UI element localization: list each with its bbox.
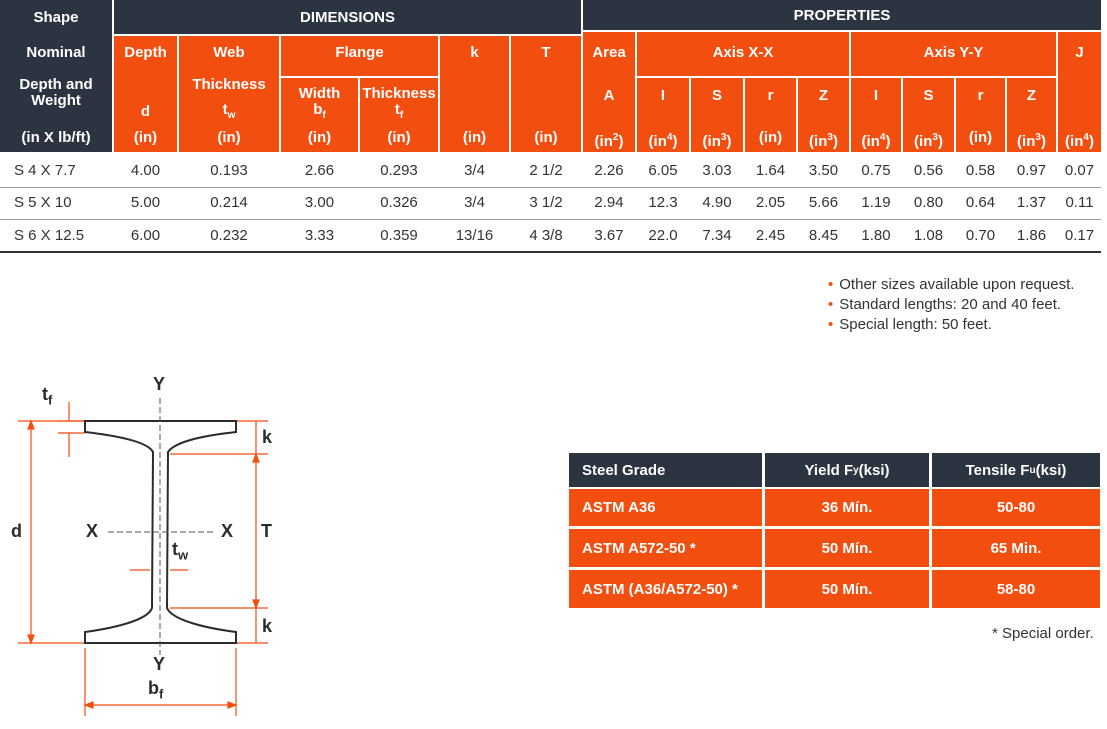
cell-rx: 2.05 bbox=[755, 194, 786, 211]
label-zx: Z bbox=[818, 87, 829, 104]
cell-j: 0.07 bbox=[1064, 162, 1095, 179]
cell-iy: 1.80 bbox=[861, 227, 891, 244]
cell-rx: 2.45 bbox=[755, 227, 786, 244]
cell-ix: 6.05 bbox=[648, 162, 678, 179]
label-ry: r bbox=[977, 87, 984, 104]
cell-depth: 4.00 bbox=[130, 162, 161, 179]
label-flange-width: Width bbox=[298, 85, 341, 102]
label-iy: I bbox=[873, 87, 879, 104]
grade-header-tensile: Tensile F u (ksi) bbox=[932, 453, 1100, 487]
cell-bf: 3.33 bbox=[304, 227, 335, 244]
cell-shape: S 5 X 10 bbox=[14, 194, 72, 211]
diagram-label-x-left: X bbox=[86, 521, 99, 541]
cell-zx: 8.45 bbox=[808, 227, 839, 244]
unit-j: $(in^4)$ bbox=[1065, 132, 1094, 150]
label-J: J bbox=[1075, 44, 1084, 61]
note-item: • Standard lengths: 20 and 40 feet. bbox=[828, 296, 1062, 313]
cell-T: 2 1/2 bbox=[529, 162, 563, 179]
cell-k: 3/4 bbox=[464, 194, 485, 211]
label-depth-symbol: d bbox=[140, 103, 151, 120]
cell-zx: 3.50 bbox=[808, 162, 839, 179]
grade-cell-name: ASTM (A36/A572-50) * bbox=[569, 570, 762, 608]
cell-rx: 1.64 bbox=[755, 162, 786, 179]
cell-A: 2.94 bbox=[594, 194, 624, 211]
header-properties: PROPERTIES bbox=[793, 6, 891, 24]
label-T-unit: (in) bbox=[534, 129, 558, 146]
label-flange: Flange bbox=[335, 44, 384, 61]
grade-cell-yield: 50 Mín. bbox=[765, 570, 929, 608]
label-T: T bbox=[541, 44, 551, 61]
label-weight: Weight bbox=[31, 92, 81, 109]
header-shape: Shape bbox=[33, 8, 79, 26]
dimension-lines bbox=[18, 402, 268, 716]
diagram-label-tw: $t_w$ bbox=[172, 539, 189, 563]
diagram-label-k-bottom: k bbox=[262, 616, 273, 636]
cell-A: 3.67 bbox=[594, 227, 624, 244]
diagram-label-bf: $b_f$ bbox=[148, 678, 164, 702]
cell-ix: 12.3 bbox=[648, 194, 678, 211]
cell-tw: 0.232 bbox=[210, 227, 248, 244]
unit-ry: (in) bbox=[968, 129, 993, 146]
header-properties-bg bbox=[583, 0, 1101, 30]
label-area-unit: $(in^2)$ bbox=[594, 132, 624, 150]
grade-cell-yield: 36 Mín. bbox=[765, 489, 929, 526]
grade-cell-name: ASTM A36 bbox=[569, 489, 762, 526]
label-sx: S bbox=[711, 87, 722, 104]
cell-sx: 3.03 bbox=[702, 162, 732, 179]
grade-header-steel-grade: Steel Grade bbox=[569, 453, 762, 487]
diagram-label-d: d bbox=[11, 521, 22, 541]
grade-cell-tensile: 65 Min. bbox=[932, 529, 1100, 567]
cell-zy: 1.37 bbox=[1016, 194, 1047, 211]
label-zy: Z bbox=[1026, 87, 1037, 104]
cell-tw: 0.193 bbox=[210, 162, 248, 179]
bullet-icon: • bbox=[828, 276, 834, 293]
cell-bf: 2.66 bbox=[304, 162, 335, 179]
label-web-thickness: Thickness bbox=[192, 76, 266, 93]
unit-sx: $(in^3)$ bbox=[702, 132, 732, 150]
diagram-label-y-bottom: Y bbox=[153, 654, 166, 674]
cell-shape: S 6 X 12.5 bbox=[14, 227, 85, 244]
grade-header-yield: Yield F y (ksi) bbox=[765, 453, 929, 487]
diagram-label-k-top: k bbox=[262, 427, 273, 447]
cell-tw: 0.214 bbox=[210, 194, 248, 211]
label-axis-xx: Axis X-X bbox=[712, 44, 774, 61]
label-rx: r bbox=[767, 87, 774, 104]
cell-sx: 7.34 bbox=[702, 227, 732, 244]
bullet-icon: • bbox=[828, 316, 834, 333]
unit-zx: $(in^3)$ bbox=[809, 132, 838, 150]
diagram-label-T: T bbox=[261, 521, 272, 541]
cell-tf: 0.359 bbox=[380, 227, 418, 244]
header-shape-bg bbox=[0, 0, 112, 34]
label-sy: S bbox=[923, 87, 934, 104]
row-divider bbox=[0, 219, 1101, 220]
label-area: Area bbox=[592, 44, 626, 61]
label-depth: Depth bbox=[124, 44, 167, 61]
grade-cell-name: ASTM A572-50 * bbox=[569, 529, 762, 567]
cell-zy: 0.97 bbox=[1016, 162, 1047, 179]
cell-zx: 5.66 bbox=[808, 194, 839, 211]
header-dimensions: DIMENSIONS bbox=[299, 8, 395, 26]
cell-k: 13/16 bbox=[455, 227, 494, 244]
label-flange-thickness: Thickness bbox=[362, 85, 436, 102]
label-bf-symbol: $b_f$ bbox=[313, 101, 326, 121]
label-tf-symbol: $t_f$ bbox=[394, 101, 404, 121]
label-flange-thickness-unit: (in) bbox=[387, 129, 411, 146]
unit-zy: $(in^3)$ bbox=[1017, 132, 1046, 150]
cell-tf: 0.326 bbox=[380, 194, 418, 211]
cell-bf: 3.00 bbox=[304, 194, 335, 211]
diagram-label-x-right: X bbox=[221, 521, 234, 541]
unit-sy: $(in^3)$ bbox=[914, 132, 943, 150]
cell-A: 2.26 bbox=[594, 162, 624, 179]
cell-ry: 0.58 bbox=[965, 162, 996, 179]
diagram-label-tf: $t_f$ bbox=[42, 384, 53, 408]
unit-iy: $(in^4)$ bbox=[861, 132, 891, 150]
label-nominal: Nominal bbox=[26, 44, 86, 61]
cell-tf: 0.293 bbox=[380, 162, 418, 179]
beam-spec-table bbox=[0, 0, 1101, 252]
cell-depth: 5.00 bbox=[130, 194, 161, 211]
bullet-icon: • bbox=[828, 296, 834, 313]
cell-ry: 0.70 bbox=[965, 227, 996, 244]
cell-ry: 0.64 bbox=[965, 194, 996, 211]
header-dimensions-bg bbox=[114, 0, 581, 34]
label-web-unit: (in) bbox=[217, 129, 241, 146]
cell-sy: 0.56 bbox=[913, 162, 944, 179]
cell-k: 3/4 bbox=[464, 162, 485, 179]
unit-rx: (in) bbox=[758, 129, 783, 146]
label-axis-yy: Axis Y-Y bbox=[923, 44, 984, 61]
cell-j: 0.17 bbox=[1064, 227, 1095, 244]
cell-sx: 4.90 bbox=[702, 194, 732, 211]
cell-ix: 22.0 bbox=[648, 227, 678, 244]
cell-T: 4 3/8 bbox=[529, 227, 563, 244]
label-A: A bbox=[603, 87, 615, 104]
cell-shape: S 4 X 7.7 bbox=[14, 162, 76, 179]
label-k: k bbox=[470, 44, 479, 61]
label-depth-and: Depth and bbox=[19, 76, 93, 93]
label-tw-symbol: $t_w$ bbox=[222, 101, 236, 121]
grade-cell-tensile: 58-80 bbox=[932, 570, 1100, 608]
special-order-note: * Special order. bbox=[992, 625, 1094, 642]
label-ix: I bbox=[660, 87, 666, 104]
grade-cell-tensile: 50-80 bbox=[932, 489, 1100, 526]
label-depth-unit: (in) bbox=[133, 129, 158, 146]
label-flange-width-unit: (in) bbox=[307, 129, 332, 146]
cell-sy: 1.08 bbox=[913, 227, 944, 244]
cell-sy: 0.80 bbox=[913, 194, 944, 211]
table-bottom-border bbox=[0, 251, 1101, 253]
cell-zy: 1.86 bbox=[1016, 227, 1047, 244]
cell-iy: 0.75 bbox=[861, 162, 891, 179]
label-k-unit: (in) bbox=[462, 129, 487, 146]
cell-j: 0.11 bbox=[1065, 194, 1094, 211]
cell-T: 3 1/2 bbox=[529, 194, 563, 211]
row-divider bbox=[0, 187, 1101, 188]
note-item: • Other sizes available upon request. bbox=[828, 276, 1075, 293]
unit-ix: $(in^4)$ bbox=[648, 132, 678, 150]
cell-iy: 1.19 bbox=[861, 194, 891, 211]
grade-cell-yield: 50 Mín. bbox=[765, 529, 929, 567]
cell-depth: 6.00 bbox=[130, 227, 161, 244]
label-web: Web bbox=[213, 44, 245, 61]
note-item: • Special length: 50 feet. bbox=[828, 316, 992, 333]
diagram-label-y-top: Y bbox=[153, 374, 166, 394]
label-shape-unit: (in X lb/ft) bbox=[21, 129, 91, 146]
